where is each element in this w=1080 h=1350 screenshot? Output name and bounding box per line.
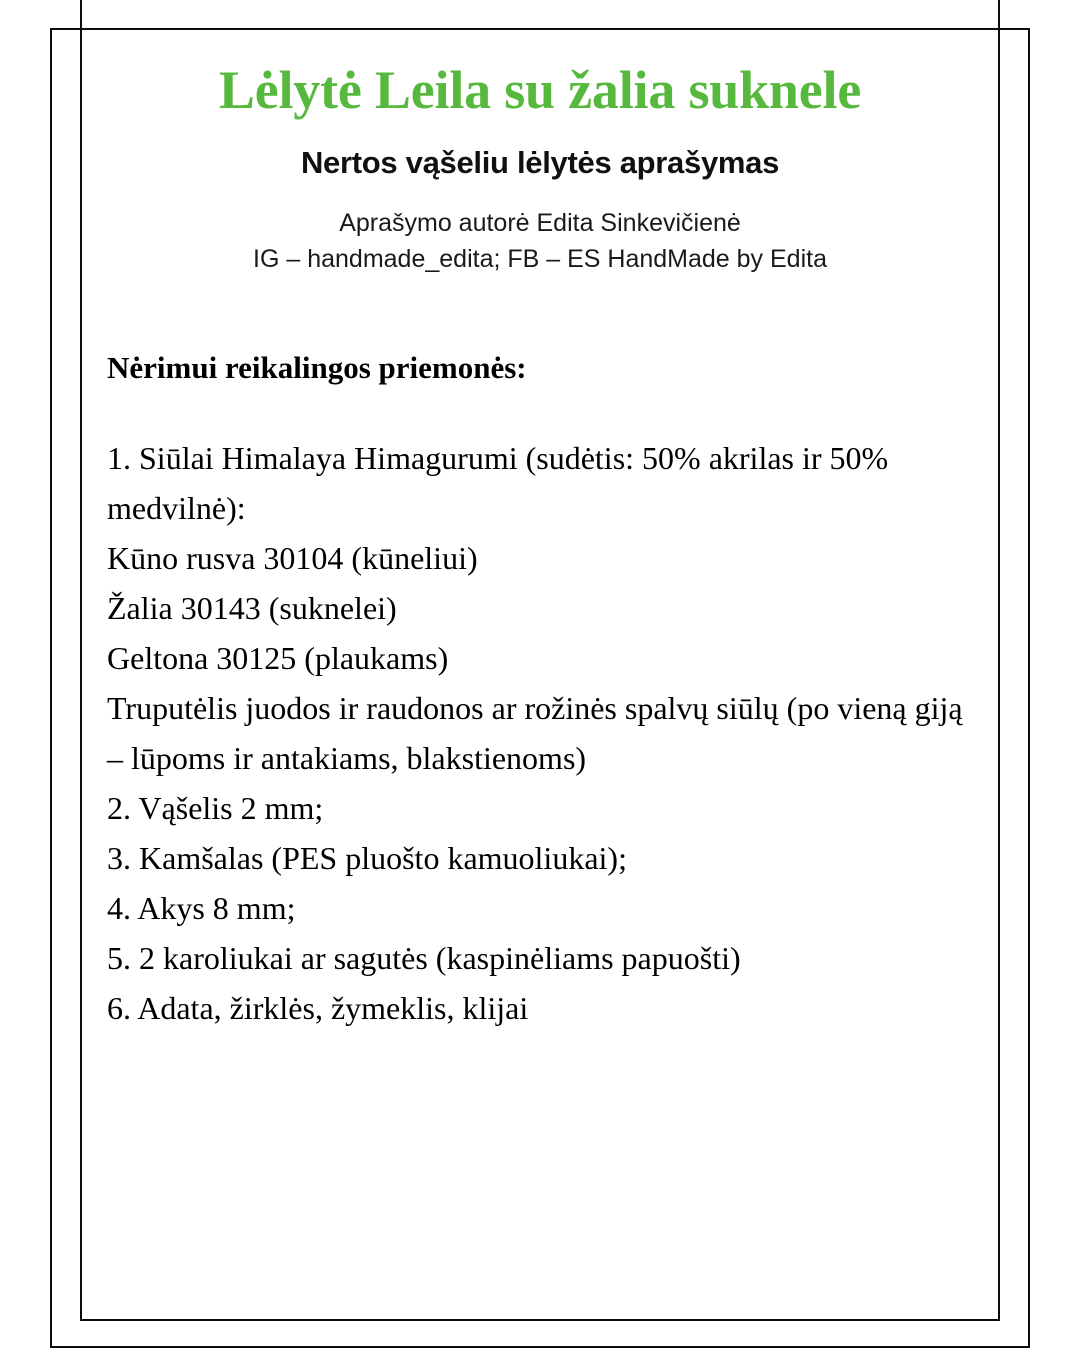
list-item: Žalia 30143 (suknelei) (107, 589, 397, 626)
list-item: 6. Adata, žirklės, žymeklis, klijai (107, 989, 529, 1026)
materials-list (107, 387, 973, 1033)
list-item: 2. Vąšelis 2 mm; (107, 789, 324, 826)
page-subtitle: Nertos vąšeliu lėlytės aprašymas (300, 144, 780, 180)
byline (107, 180, 973, 277)
list-item: 5. 2 karoliukai ar sagutės (kaspinėliams papuošti) (107, 939, 741, 976)
list-item: 4. Akys 8 mm; (107, 889, 296, 926)
list-item: Geltona 30125 (plaukams) (107, 639, 449, 676)
byline-author: Aprašymo autorė Edita Sinkevičienė (339, 209, 741, 238)
list-item: 3. Kamšalas (PES pluošto kamuoliukai); (107, 839, 627, 876)
byline-social: IG – handmade_edita; FB – ES HandMade by Edita (253, 244, 827, 273)
document-content (107, 0, 973, 1350)
page-title: Lėlytė Leila su žalia suknele (218, 60, 862, 120)
list-item: Truputėlis juodos ir raudonos ar rožinės spalvų siūlų (po vieną giją – lūpoms ir antakiams, blakstienoms) (107, 689, 963, 776)
section-heading-materials: Nėrimui reikalingos priemonės: (107, 350, 527, 386)
list-item: Kūno rusva 30104 (kūneliui) (107, 539, 478, 576)
list-item: 1. Siūlai Himalaya Himagurumi (sudėtis: 50% akrilas ir 50% medvilnė): (107, 439, 889, 526)
